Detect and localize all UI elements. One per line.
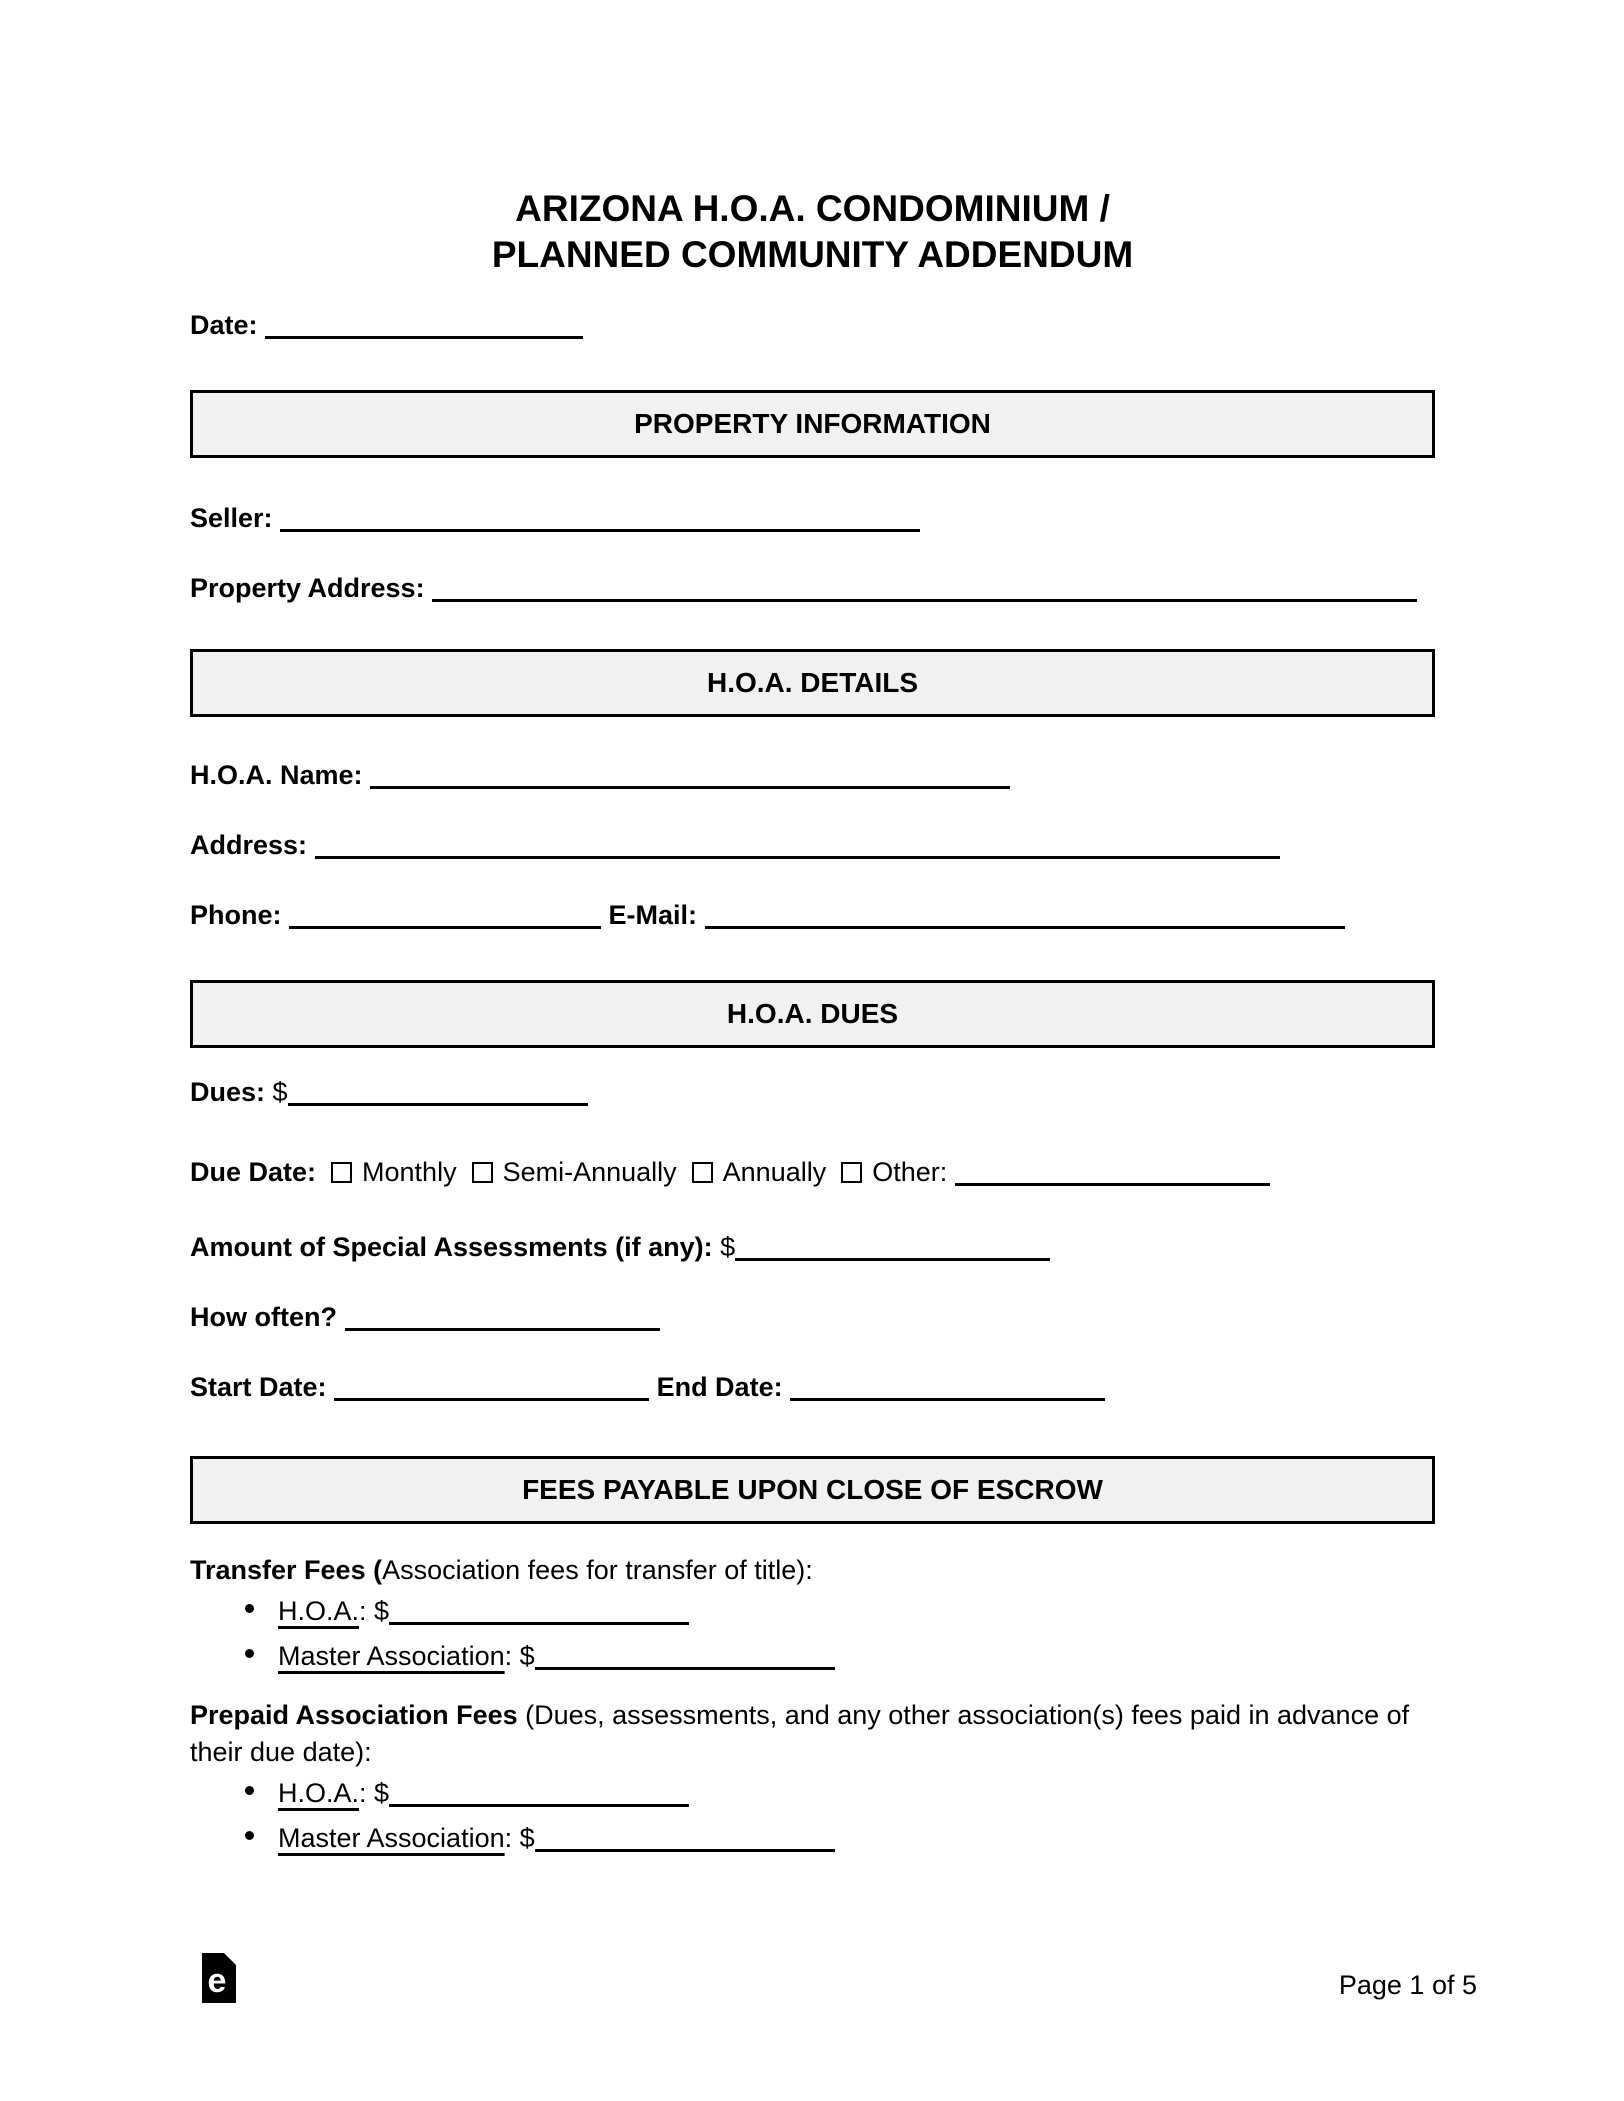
- eforms-logo-letter: e: [207, 1961, 227, 2000]
- property-address-label: Property Address:: [190, 573, 425, 603]
- colon-dollar: : $: [359, 1596, 390, 1626]
- hoa-address-blank-field[interactable]: [315, 837, 1280, 859]
- transfer-master-blank-field[interactable]: [535, 1648, 835, 1670]
- bullet-icon: [245, 1831, 254, 1840]
- email-blank-field[interactable]: [705, 907, 1345, 929]
- semi-annually-checkbox[interactable]: [472, 1162, 493, 1183]
- section-header-label: H.O.A. DUES: [726, 998, 899, 1029]
- prepaid-hoa-bullet-row: [190, 1771, 1435, 1816]
- dollar-sign: $: [720, 1232, 736, 1262]
- monthly-checkbox[interactable]: [331, 1162, 352, 1183]
- colon-dollar: : $: [359, 1778, 390, 1808]
- start-date-label: Start Date:: [190, 1372, 327, 1402]
- transfer-master-label: Master Association: [278, 1641, 505, 1671]
- section-header-property-information: [190, 390, 1435, 458]
- special-assessments-blank-field[interactable]: [735, 1239, 1050, 1261]
- date-line: [190, 308, 1435, 342]
- hoa-name-label: H.O.A. Name:: [190, 760, 363, 790]
- transfer-hoa-bullet-row: [190, 1589, 1435, 1634]
- section-header-fees-escrow: [190, 1456, 1435, 1524]
- transfer-fees-label: Transfer Fees (: [190, 1555, 383, 1585]
- due-date-line: [190, 1155, 1435, 1189]
- prepaid-master-bullet-row: [190, 1816, 1435, 1861]
- transfer-hoa-blank-field[interactable]: [389, 1603, 689, 1625]
- option-other-label: Other:: [872, 1157, 948, 1187]
- page-indicator: Page 1 of 5: [1338, 1970, 1477, 2000]
- prepaid-fees-description: (Dues, assessments, and any other association(s) fees paid in advance of their due date):: [190, 1700, 1410, 1767]
- document-content: [190, 0, 1435, 1861]
- bullet-icon: [245, 1786, 254, 1795]
- hoa-name-line: [190, 758, 1435, 792]
- dues-blank-field[interactable]: [288, 1084, 588, 1106]
- dollar-sign: $: [272, 1077, 288, 1107]
- how-often-line: [190, 1300, 1435, 1334]
- property-address-blank-field[interactable]: [432, 580, 1417, 602]
- colon-dollar: : $: [504, 1823, 535, 1853]
- transfer-master-bullet-row: [190, 1634, 1435, 1679]
- bullet-icon: [245, 1649, 254, 1658]
- hoa-address-label: Address:: [190, 830, 308, 860]
- hoa-address-line: [190, 828, 1435, 862]
- start-end-date-line: [190, 1370, 1435, 1404]
- how-often-blank-field[interactable]: [345, 1309, 660, 1331]
- option-annually-label: Annually: [722, 1157, 827, 1187]
- start-date-blank-field[interactable]: [334, 1379, 649, 1401]
- date-blank-field[interactable]: [265, 317, 583, 339]
- option-monthly-label: Monthly: [362, 1157, 457, 1187]
- section-header-label: PROPERTY INFORMATION: [634, 408, 991, 439]
- prepaid-master-label: Master Association: [278, 1823, 505, 1853]
- phone-label: Phone:: [190, 900, 282, 930]
- section-header-label: H.O.A. DETAILS: [706, 667, 919, 698]
- transfer-hoa-label: H.O.A.: [278, 1596, 360, 1626]
- section-header-hoa-dues: [190, 980, 1435, 1048]
- special-assessments-line: [190, 1230, 1435, 1264]
- prepaid-master-blank-field[interactable]: [535, 1830, 835, 1852]
- section-header-label: FEES PAYABLE UPON CLOSE OF ESCROW: [522, 1474, 1103, 1505]
- hoa-name-blank-field[interactable]: [370, 767, 1010, 789]
- seller-blank-field[interactable]: [280, 510, 920, 532]
- title-line-1: ARIZONA H.O.A. CONDOMINIUM /: [515, 188, 1110, 229]
- seller-line: [190, 501, 1435, 535]
- colon-dollar: : $: [504, 1641, 535, 1671]
- transfer-fees-description: Association fees for transfer of title):: [382, 1555, 813, 1585]
- how-often-label: How often?: [190, 1302, 337, 1332]
- prepaid-hoa-blank-field[interactable]: [389, 1785, 689, 1807]
- title-line-2: PLANNED COMMUNITY ADDENDUM: [491, 234, 1134, 275]
- email-label: E-Mail:: [608, 900, 698, 930]
- other-blank-field[interactable]: [955, 1164, 1270, 1186]
- transfer-fees-heading: [190, 1552, 1435, 1589]
- dues-line: [190, 1075, 1435, 1109]
- document-title: [190, 186, 1435, 278]
- other-checkbox[interactable]: [841, 1162, 862, 1183]
- document-icon: [202, 1953, 236, 2003]
- property-address-line: [190, 571, 1435, 605]
- dues-label: Dues:: [190, 1077, 266, 1107]
- prepaid-fees-heading: [190, 1697, 1435, 1771]
- prepaid-fees-label: Prepaid Association Fees: [190, 1700, 518, 1730]
- option-semi-annually-label: Semi-Annually: [502, 1157, 677, 1187]
- phone-blank-field[interactable]: [289, 907, 601, 929]
- bullet-icon: [245, 1604, 254, 1613]
- annually-checkbox[interactable]: [692, 1162, 713, 1183]
- end-date-blank-field[interactable]: [790, 1379, 1105, 1401]
- section-header-hoa-details: [190, 649, 1435, 717]
- phone-email-line: [190, 898, 1435, 932]
- end-date-label: End Date:: [656, 1372, 783, 1402]
- seller-label: Seller:: [190, 503, 273, 533]
- prepaid-hoa-label: H.O.A.: [278, 1778, 360, 1808]
- date-label: Date:: [190, 310, 258, 340]
- due-date-label: Due Date:: [190, 1157, 317, 1187]
- eforms-logo: [202, 1953, 236, 2003]
- special-assessments-label: Amount of Special Assessments (if any):: [190, 1232, 713, 1262]
